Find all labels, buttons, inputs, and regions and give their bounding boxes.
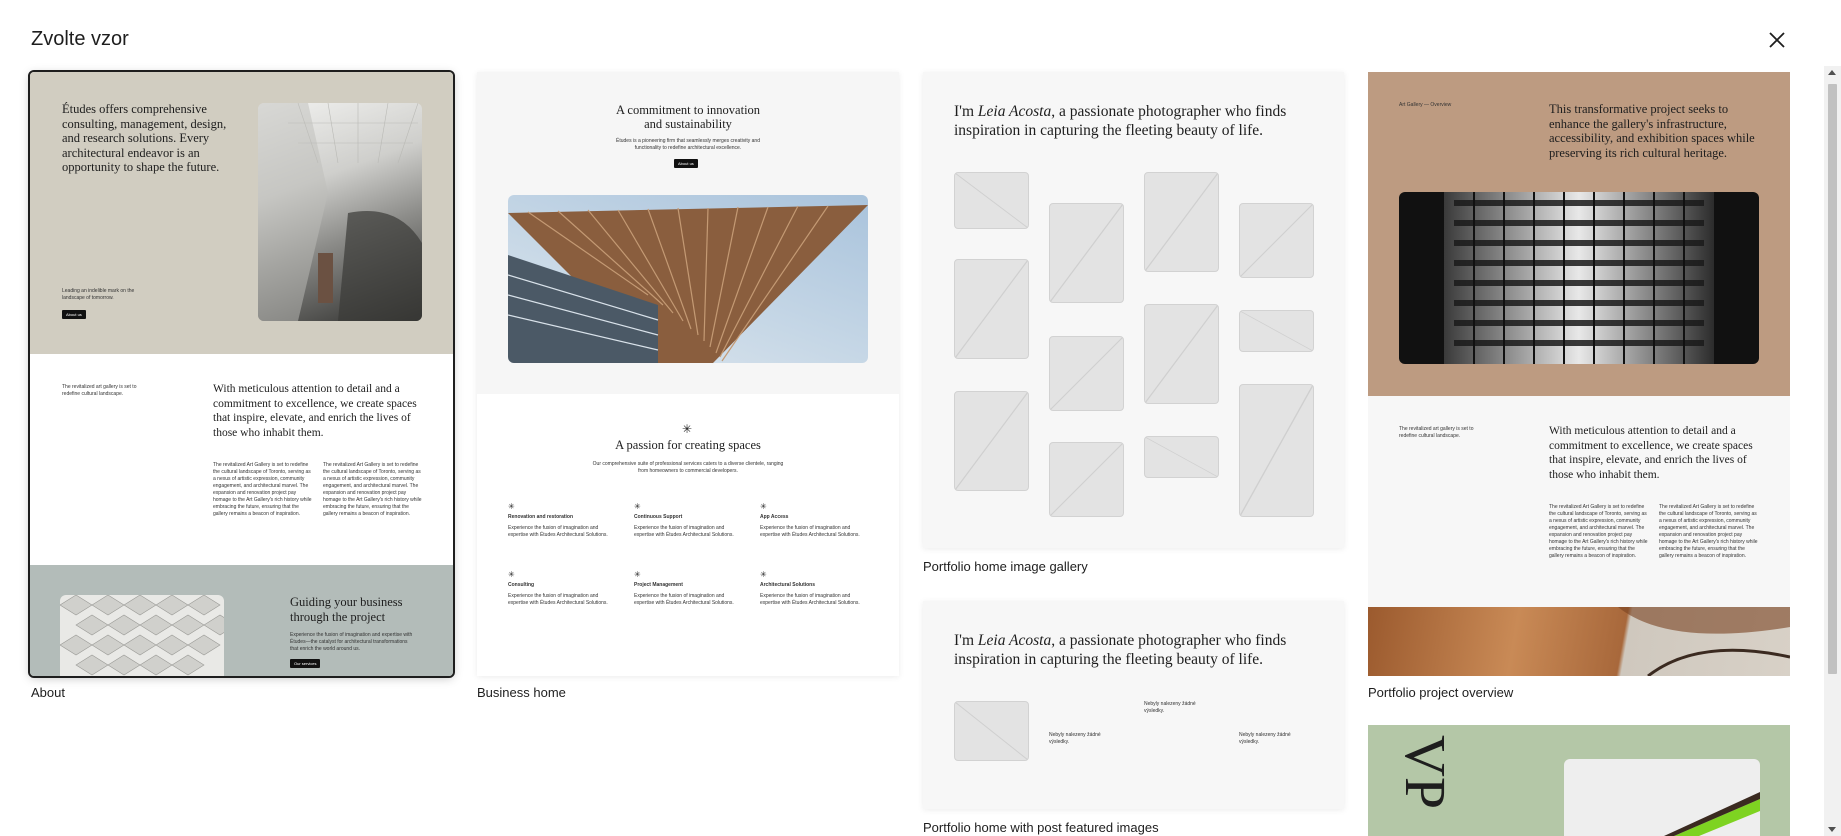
about-small-text: Leading an indelible mark on the landscape of tomorrow. <box>62 288 135 301</box>
business-hero-section <box>477 72 899 394</box>
overview-heading: This transformative project seeks to enhance the gallery's infrastructure, accessibility, and exhibition spaces while preserving its rich cultural heritage. <box>1549 102 1755 160</box>
pattern-card-rsvp[interactable] <box>1368 725 1790 836</box>
no-results-text: Nebyly nalezeny žádné výsledky. <box>1144 701 1196 714</box>
intro-post: , a passionate photographer who finds inspiration in capturing the fleeting beauty of life. <box>954 103 1287 139</box>
about-paragraph-1: The revitalized Art Gallery is set to redefine the cultural landscape of Toronto, serving as a nexus of artistic expression, community engagement, and architectural marvel. The expansion and renovation project pay homage to the Art Gallery's rich history while embracing the future, ensuring that the gallery remains a beacon of inspiration. <box>213 462 312 517</box>
about-statement-section <box>30 354 453 565</box>
asterisk-icon: ✳ <box>634 570 641 579</box>
image-placeholder <box>954 259 1029 359</box>
service-item <box>508 502 618 539</box>
business-heading-2: A passion for creating spaces <box>615 438 761 452</box>
service-text: Experience the fusion of imagination and expertise with Études Architectural Solutions. <box>634 593 734 606</box>
asterisk-icon: ✳ <box>508 502 515 511</box>
close-icon <box>1765 28 1789 52</box>
image-placeholder <box>1144 172 1219 272</box>
service-text: Experience the fusion of imagination and expertise with Études Architectural Solutions. <box>508 525 608 538</box>
overview-hero-image <box>1399 192 1759 364</box>
overview-bottom-image <box>1368 607 1790 676</box>
service-text: Experience the fusion of imagination and expertise with Études Architectural Solutions. <box>760 525 860 538</box>
about-hero-image <box>258 103 422 321</box>
intro-name: Leia Acosta <box>977 632 1052 649</box>
close-button[interactable] <box>1765 28 1789 52</box>
asterisk-icon: ✳ <box>760 502 767 511</box>
intro-pre: I'm <box>954 103 978 120</box>
about-cta-section <box>30 565 453 676</box>
pattern-card-portfolio-posts[interactable] <box>923 601 1344 809</box>
service-title: Architectural Solutions <box>760 582 816 588</box>
modal-title: Zvolte vzor <box>31 28 129 50</box>
image-placeholder <box>1239 384 1314 517</box>
service-title: Renovation and restoration <box>508 514 574 520</box>
pattern-label-about: About <box>31 685 65 700</box>
service-title: App Access <box>760 514 789 520</box>
overview-side-text: The revitalized art gallery is set to redefine cultural landscape. <box>1399 426 1474 439</box>
service-text: Experience the fusion of imagination and expertise with Études Architectural Solutions. <box>508 593 608 606</box>
image-placeholder <box>1049 203 1124 303</box>
overview-hero-section <box>1368 72 1790 396</box>
asterisk-icon: ✳ <box>634 502 641 511</box>
service-item <box>634 570 744 607</box>
image-placeholder <box>1049 336 1124 411</box>
intro-name: Leia Acosta <box>977 103 1052 120</box>
service-item <box>760 570 870 607</box>
image-placeholder <box>1239 203 1314 278</box>
business-text-2: Our comprehensive suite of professional services caters to a diverse clientele, ranging from homeowners to commercial developers. <box>592 461 784 474</box>
image-placeholder <box>954 391 1029 491</box>
image-placeholder <box>1144 436 1219 478</box>
asterisk-icon: ✳ <box>508 570 515 579</box>
business-asterisk: ✳ <box>682 422 693 436</box>
pattern-label-business-home: Business home <box>477 685 566 700</box>
service-text: Experience the fusion of imagination and expertise with Études Architectural Solutions. <box>634 525 734 538</box>
image-placeholder <box>1239 310 1314 352</box>
about-cta-heading: Guiding your business through the project <box>290 595 403 624</box>
about-hero-section <box>30 72 453 354</box>
about-hero-text: Études offers comprehensive consulting, management, design, and research solutions. Every architectural endeavor is an opportunity to shape the future. <box>62 102 227 174</box>
pattern-label-portfolio-overview: Portfolio project overview <box>1368 685 1514 700</box>
intro-post: , a passionate photographer who finds inspiration in capturing the fleeting beauty of life. <box>954 632 1287 668</box>
overview-paragraph-2: The revitalized Art Gallery is set to redefine the cultural landscape of Toronto, serving as a nexus of artistic expression, community engagement, and architectural marvel. The expansion and renovation project pay homage to the Art Gallery's rich history while embracing the future, ensuring that the gallery remains a beacon of inspiration. <box>1659 504 1758 559</box>
about-side-text: The revitalized art gallery is set to redefine cultural landscape. <box>62 384 137 397</box>
image-placeholder <box>954 701 1029 761</box>
pattern-card-portfolio-gallery[interactable] <box>923 72 1344 548</box>
pattern-label-portfolio-gallery: Portfolio home image gallery <box>923 559 1088 574</box>
posts-intro <box>954 631 1324 669</box>
scroll-up-arrow-icon[interactable] <box>1828 70 1836 75</box>
overview-paragraph-1: The revitalized Art Gallery is set to redefine the cultural landscape of Toronto, serving as a nexus of artistic expression, community engagement, and architectural marvel. The expansion and renovation project pay homage to the Art Gallery's rich history while embracing the future, ensuring that the gallery remains a beacon of inspiration. <box>1549 504 1648 559</box>
vertical-scrollbar[interactable] <box>1824 66 1841 836</box>
rsvp-vertical-text: VP <box>1393 735 1458 810</box>
pattern-card-business-home[interactable] <box>477 72 899 676</box>
pattern-card-about[interactable] <box>30 72 453 676</box>
business-heading: A commitment to innovation and sustainability <box>615 103 761 131</box>
gallery-intro <box>954 102 1324 140</box>
about-cta-text: Experience the fusion of imagination and expertise with Études—the catalyst for architectural transformations that enrich the world around us. <box>290 632 413 652</box>
service-title: Consulting <box>508 582 535 588</box>
intro-pre: I'm <box>954 632 978 649</box>
service-item <box>760 502 870 539</box>
pattern-label-portfolio-posts: Portfolio home with post featured images <box>923 820 1159 835</box>
business-services-grid <box>508 502 878 652</box>
rsvp-card-image <box>1564 759 1760 836</box>
about-button: About us <box>62 310 86 319</box>
overview-statement: With meticulous attention to detail and a commitment to excellence, we create spaces that inspire, elevate, and enrich the lives of those who inhabit them. <box>1549 425 1753 481</box>
no-results-text: Nebyly nalezeny žádné výsledky. <box>1239 732 1291 745</box>
about-cta-button: Our services <box>290 659 320 668</box>
about-statement: With meticulous attention to detail and a commitment to excellence, we create spaces that inspire, elevate, and enrich the lives of those who inhabit them. <box>213 383 417 439</box>
overview-statement-section <box>1368 396 1790 607</box>
service-title: Continuous Support <box>634 514 683 520</box>
image-placeholder <box>1144 304 1219 404</box>
asterisk-icon: ✳ <box>760 570 767 579</box>
business-hero-image <box>508 195 868 363</box>
about-cta-image <box>60 595 224 676</box>
business-text: Études is a pioneering firm that seamlessly merges creativity and functionality to redefine architectural excellence. <box>616 138 760 151</box>
about-paragraph-2: The revitalized Art Gallery is set to redefine the cultural landscape of Toronto, serving as a nexus of artistic expression, community engagement, and architectural marvel. The expansion and renovation project pay homage to the Art Gallery's rich history while embracing the future, ensuring that the gallery remains a beacon of inspiration. <box>323 462 422 517</box>
service-text: Experience the fusion of imagination and expertise with Études Architectural Solutions. <box>760 593 860 606</box>
scrollbar-thumb[interactable] <box>1828 84 1837 674</box>
pattern-card-portfolio-overview[interactable] <box>1368 72 1790 676</box>
scroll-down-arrow-icon[interactable] <box>1828 827 1836 832</box>
service-item <box>508 570 618 607</box>
no-results-text: Nebyly nalezeny žádné výsledky. <box>1049 732 1101 745</box>
image-placeholder <box>954 172 1029 229</box>
business-button: About us <box>674 159 698 168</box>
image-placeholder <box>1049 442 1124 517</box>
service-item <box>634 502 744 539</box>
service-title: Project Management <box>634 582 683 588</box>
overview-kicker: Art Gallery — Overview <box>1399 102 1452 108</box>
